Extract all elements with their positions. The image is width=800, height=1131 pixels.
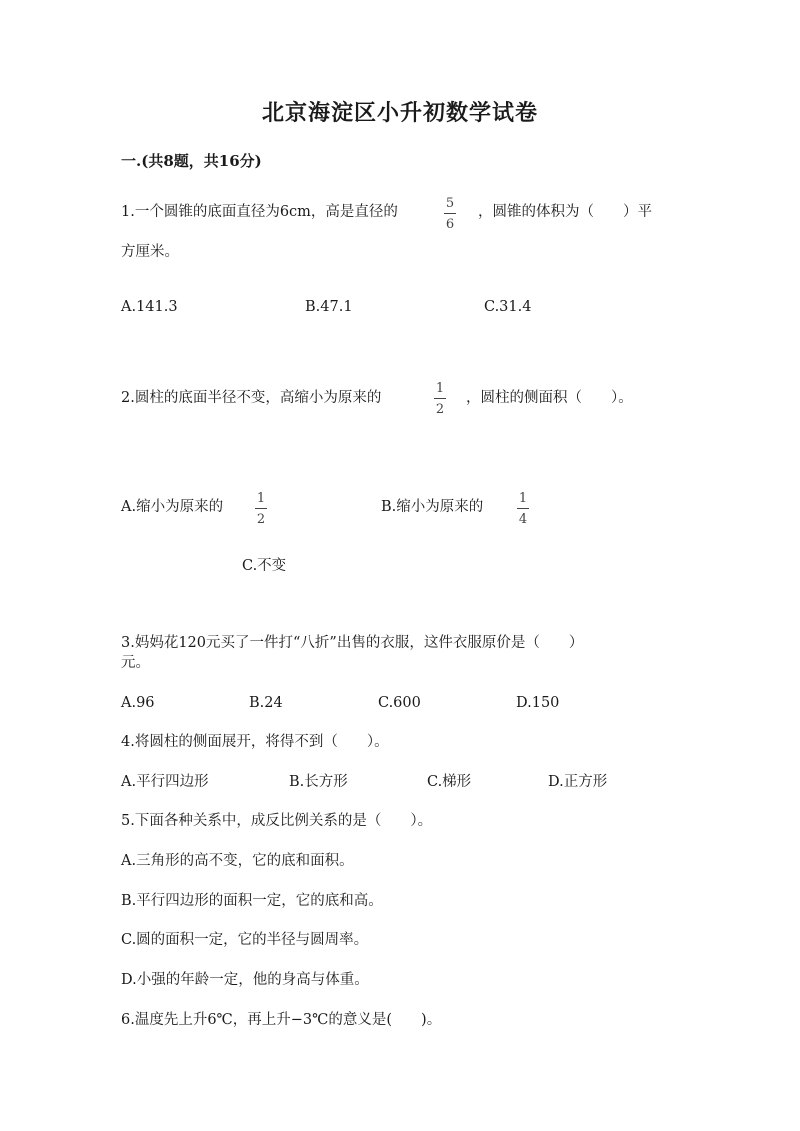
fraction-numerator: 1 <box>256 491 266 506</box>
question-5-text: 5.下面各种关系中，成反比例关系的是（ ）。 <box>121 813 433 829</box>
option-c[interactable]: C.不变 <box>242 558 287 574</box>
question-6-text: 6.温度先上升6℃，再上升−3℃的意义是( )。 <box>121 1012 442 1028</box>
fraction-denominator: 2 <box>256 512 266 527</box>
fraction-denominator: 2 <box>435 402 445 417</box>
option-a[interactable]: A.三角形的高不变，它的底和面积。 <box>121 853 354 869</box>
question-1-fraction <box>444 196 456 232</box>
option-a-fraction <box>255 491 267 527</box>
question-1-text-line2: 方厘米。 <box>121 244 179 260</box>
option-b[interactable]: B.47.1 <box>305 299 353 315</box>
option-d[interactable]: D.150 <box>516 695 560 711</box>
option-b[interactable]: B.缩小为原来的 <box>381 499 484 515</box>
fraction-denominator: 4 <box>518 512 528 527</box>
option-d[interactable]: D.正方形 <box>548 774 608 790</box>
option-b[interactable]: B.平行四边形的面积一定，它的底和高。 <box>121 893 383 909</box>
question-2-fraction <box>434 381 446 417</box>
question-4-text: 4.将圆柱的侧面展开，将得不到（ ）。 <box>121 734 389 750</box>
fraction-bar <box>255 508 267 509</box>
option-d[interactable]: D.小强的年龄一定，他的身高与体重。 <box>121 972 369 988</box>
page-title: 北京海淀区小升初数学试卷 <box>261 100 538 126</box>
fraction-bar <box>444 213 456 214</box>
option-a[interactable]: A.平行四边形 <box>121 774 209 790</box>
option-b[interactable]: B.长方形 <box>289 774 348 790</box>
option-a[interactable]: A.缩小为原来的 <box>121 499 224 515</box>
fraction-numerator: 1 <box>518 491 528 506</box>
section-heading: 一.(共8题，共16分) <box>121 152 262 170</box>
option-a[interactable]: A.96 <box>121 695 155 711</box>
option-c[interactable]: C.梯形 <box>427 774 472 790</box>
question-3-text-line2: 元。 <box>121 655 150 671</box>
option-c[interactable]: C.圆的面积一定，它的半径与圆周率。 <box>121 932 369 948</box>
fraction-numerator: 1 <box>435 381 445 396</box>
option-c[interactable]: C.600 <box>378 695 421 711</box>
question-1-text-before: 1.一个圆锥的底面直径为6cm，高是直径的 <box>121 204 398 220</box>
option-b-fraction <box>517 491 529 527</box>
option-b[interactable]: B.24 <box>249 695 283 711</box>
question-3-text-line1: 3.妈妈花120元买了一件打“八折”出售的衣服，这件衣服原价是（ ） <box>121 635 584 651</box>
fraction-numerator: 5 <box>445 196 455 211</box>
question-1-text-after: ，圆锥的体积为（ ）平 <box>478 204 652 220</box>
fraction-bar <box>434 398 446 399</box>
question-2-text-after: ，圆柱的侧面积（ ）。 <box>466 390 633 406</box>
option-a[interactable]: A.141.3 <box>121 299 178 315</box>
fraction-denominator: 6 <box>445 217 455 232</box>
option-c[interactable]: C.31.4 <box>484 299 532 315</box>
fraction-bar <box>517 508 529 509</box>
question-2-text-before: 2.圆柱的底面半径不变，高缩小为原来的 <box>121 390 382 406</box>
